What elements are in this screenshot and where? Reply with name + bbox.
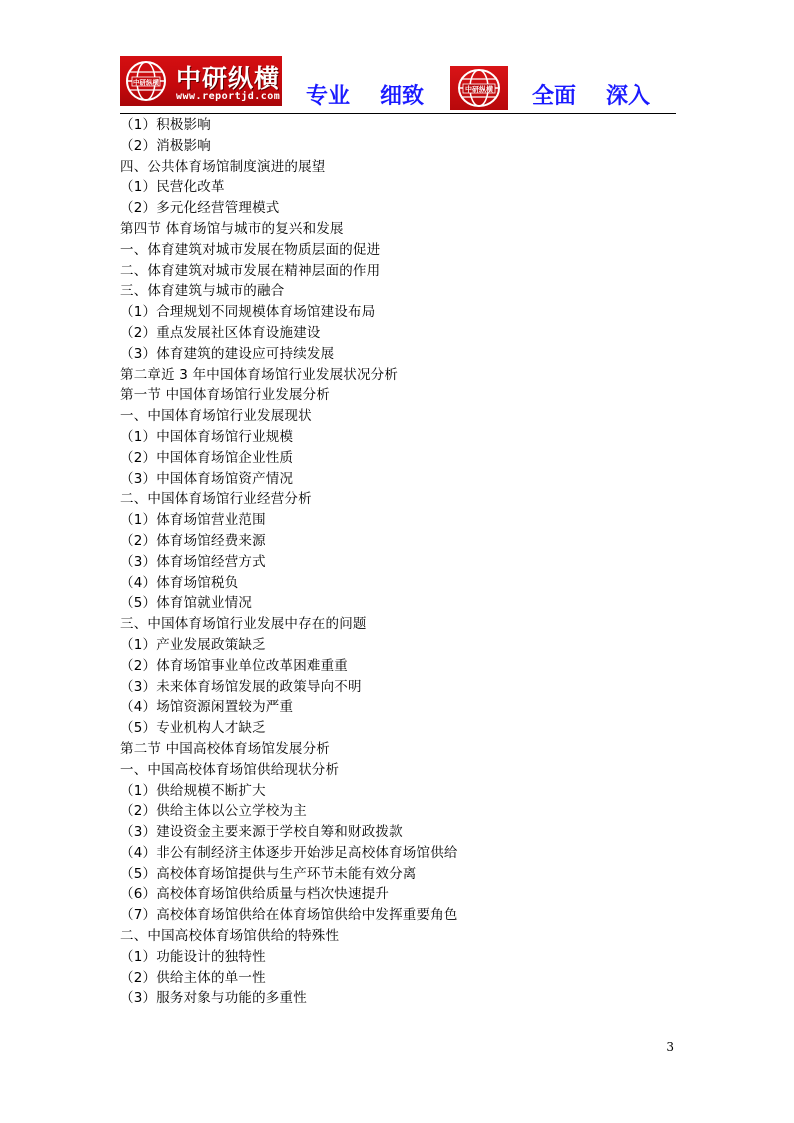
toc-item: （1）产业发展政策缺乏 [120,636,266,653]
slogan-3: 全面 [532,84,577,109]
toc-item: （3）未来体育场馆发展的政策导向不明 [120,678,362,695]
slogan-1: 专业 [306,84,351,109]
toc-item: （5）高校体育场馆提供与生产环节未能有效分离 [120,865,417,882]
toc-item: 三、体育建筑与城市的融合 [120,283,285,300]
logo-url: www.reportjd.com [176,91,281,102]
toc-item: （3）中国体育场馆资产情况 [120,470,294,487]
toc-item: （3）体育场馆经营方式 [120,553,266,570]
toc-item: （2）体育场馆事业单位改革困难重重 [120,657,348,674]
toc-item: （3）服务对象与功能的多重性 [120,990,307,1007]
emblem-globe-icon [450,66,508,110]
company-logo [120,56,282,106]
toc-item: （1）中国体育场馆行业规模 [120,428,294,445]
toc-item: 四、公共体育场馆制度演进的展望 [120,158,326,175]
slogan-4: 深入 [606,84,651,109]
toc-item: （5）体育馆就业情况 [120,595,253,612]
toc-item: 第一节 中国体育场馆行业发展分析 [120,387,330,404]
toc-item: 一、体育建筑对城市发展在物质层面的促进 [120,241,381,258]
toc-item: （2）体育场馆经费来源 [120,532,266,549]
toc-item: （1）供给规模不断扩大 [120,782,266,799]
logo-title: 中研纵横 [176,64,281,93]
toc-item: （1）合理规划不同规模体育场馆建设布局 [120,304,376,321]
emblem-text: 中研纵横 [465,85,493,94]
toc-item: （5）专业机构人才缺乏 [120,720,266,737]
toc-item: （6）高校体育场馆供给质量与档次快速提升 [120,886,390,903]
toc-item: （2）中国体育场馆企业性质 [120,449,294,466]
header-divider [120,113,676,114]
toc-item: （2）供给主体以公立学校为主 [120,803,307,820]
emblem-logo [450,66,508,110]
table-of-contents [120,115,458,1009]
toc-item: 三、中国体育场馆行业发展中存在的问题 [120,616,367,633]
toc-item: 二、体育建筑对城市发展在精神层面的作用 [120,262,381,279]
toc-item: （2）多元化经营管理模式 [120,200,280,217]
page-header [120,56,676,114]
toc-item: 第四节 体育场馆与城市的复兴和发展 [120,220,344,237]
toc-item: （3）建设资金主要来源于学校自筹和财政拨款 [120,824,403,841]
toc-item: （4）体育场馆税负 [120,574,239,591]
toc-item: （2）重点发展社区体育设施建设 [120,324,321,341]
toc-item: （2）消极影响 [120,137,211,154]
toc-item: （3）体育建筑的建设应可持续发展 [120,345,335,362]
slogan-2: 细致 [380,84,425,109]
toc-item: 第二节 中国高校体育场馆发展分析 [120,740,330,757]
toc-item: （7）高校体育场馆供给在体育场馆供给中发挥重要角色 [120,907,458,924]
toc-item: 一、中国体育场馆行业发展现状 [120,408,312,425]
toc-item: 二、中国体育场馆行业经营分析 [120,491,312,508]
toc-item: （1）功能设计的独特性 [120,948,266,965]
logo-badge-text: 中研纵横 [133,78,159,87]
toc-item: 二、中国高校体育场馆供给的特殊性 [120,928,340,945]
toc-item: （4）非公有制经济主体逐步开始涉足高校体育场馆供给 [120,844,458,861]
toc-item: （1）民营化改革 [120,179,225,196]
globe-icon [124,59,168,103]
toc-item: 第二章近 3 年中国体育场馆行业发展状况分析 [120,366,399,383]
toc-item: （2）供给主体的单一性 [120,969,266,986]
page-number: 3 [666,1040,674,1054]
toc-item: （1）体育场馆营业范围 [120,512,266,529]
toc-item: （1）积极影响 [120,117,211,133]
toc-item: 一、中国高校体育场馆供给现状分析 [120,761,340,778]
toc-item: （4）场馆资源闲置较为严重 [120,699,294,716]
